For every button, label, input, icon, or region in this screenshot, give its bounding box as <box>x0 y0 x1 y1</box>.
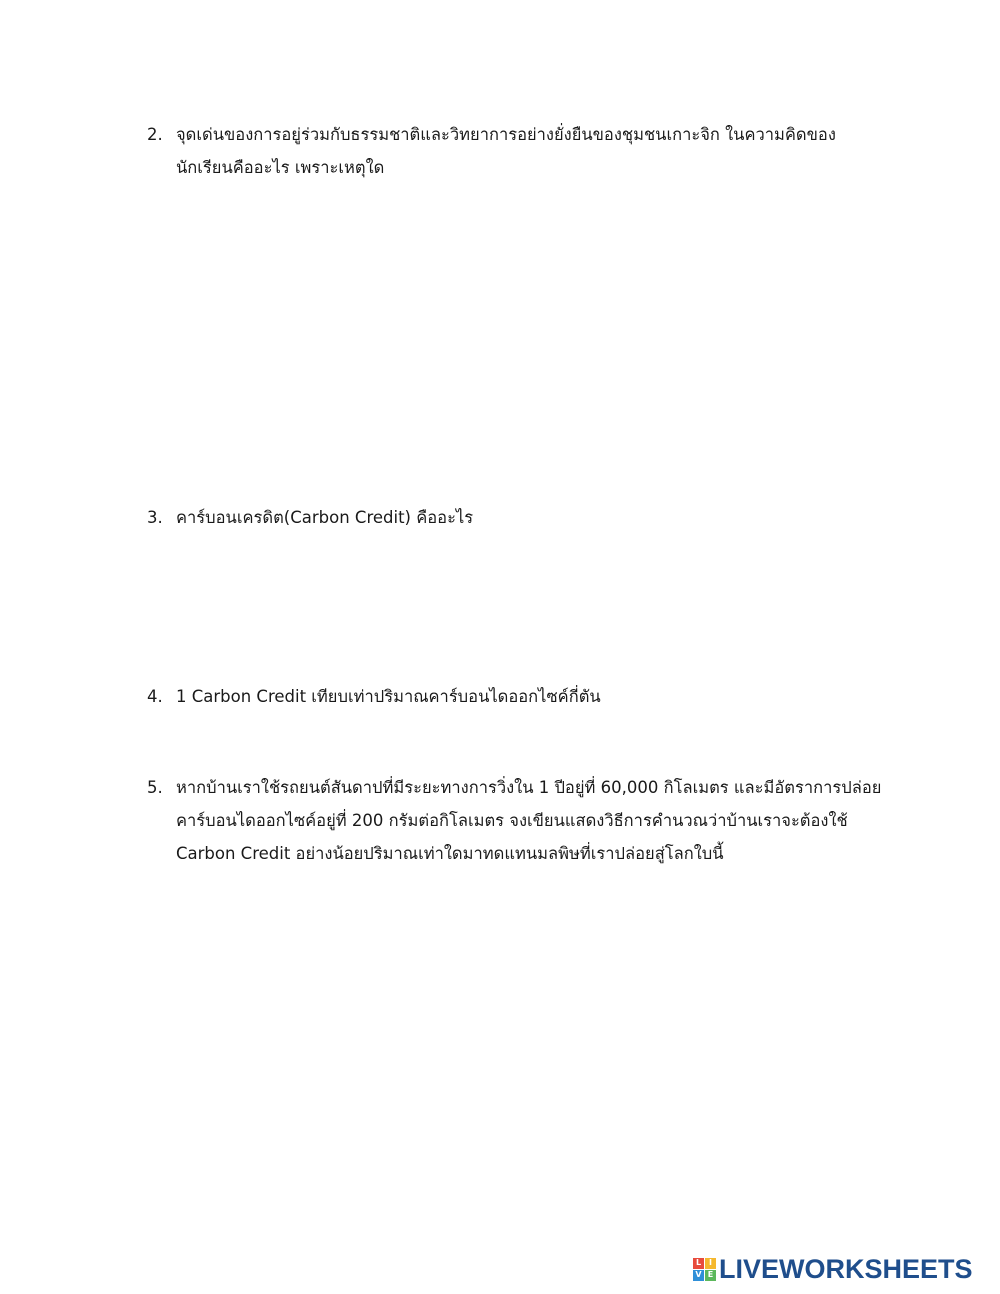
question-3 <box>147 501 907 534</box>
question-line: คาร์บอนเครดิต(Carbon Credit) คืออะไร <box>176 508 474 527</box>
question-text <box>176 771 907 870</box>
live-blocks-icon <box>693 1258 716 1281</box>
question-line: คาร์บอนไดออกไซค์อยู่ที่ 200 กรัมต่อกิโลเมตร จงเขียนแสดงวิธีการคำนวณว่าบ้านเราจะต้องใช้ <box>176 811 848 830</box>
question-line: Carbon Credit อย่างน้อยปริมาณเท่าใดมาทดแทนมลพิษที่เราปล่อยสู่โลกใบนี้ <box>176 844 724 863</box>
question-number: 2. <box>147 125 163 144</box>
question-line: หากบ้านเราใช้รถยนต์สันดาปที่มีระยะทางการวิ่งใน 1 ปีอยู่ที่ 60,000 กิโลเมตร และมีอัตราการปล่อย <box>176 778 882 797</box>
logo-block-v: V <box>693 1270 704 1281</box>
logo-block-i: I <box>705 1258 716 1269</box>
logo-block-l: L <box>693 1258 704 1269</box>
question-line: นักเรียนคืออะไร เพราะเหตุใด <box>176 158 385 177</box>
logo-wordmark: LIVEWORKSHEETS <box>719 1254 973 1284</box>
question-text <box>176 680 907 713</box>
question-5 <box>147 771 907 870</box>
question-number: 5. <box>147 778 163 797</box>
question-4 <box>147 680 907 713</box>
logo-block-e: E <box>705 1270 716 1281</box>
question-line: จุดเด่นของการอยู่ร่วมกับธรรมชาติและวิทยาการอย่างยั่งยืนของชุมชนเกาะจิก ในความคิดของ <box>176 125 836 144</box>
question-number: 3. <box>147 508 163 527</box>
question-2 <box>147 118 907 184</box>
question-number: 4. <box>147 687 163 706</box>
liveworksheets-logo <box>693 1252 973 1286</box>
question-line: 1 Carbon Credit เทียบเท่าปริมาณคาร์บอนไดออกไซค์กี่ตัน <box>176 687 601 706</box>
question-text <box>176 501 907 534</box>
question-text <box>176 118 907 184</box>
